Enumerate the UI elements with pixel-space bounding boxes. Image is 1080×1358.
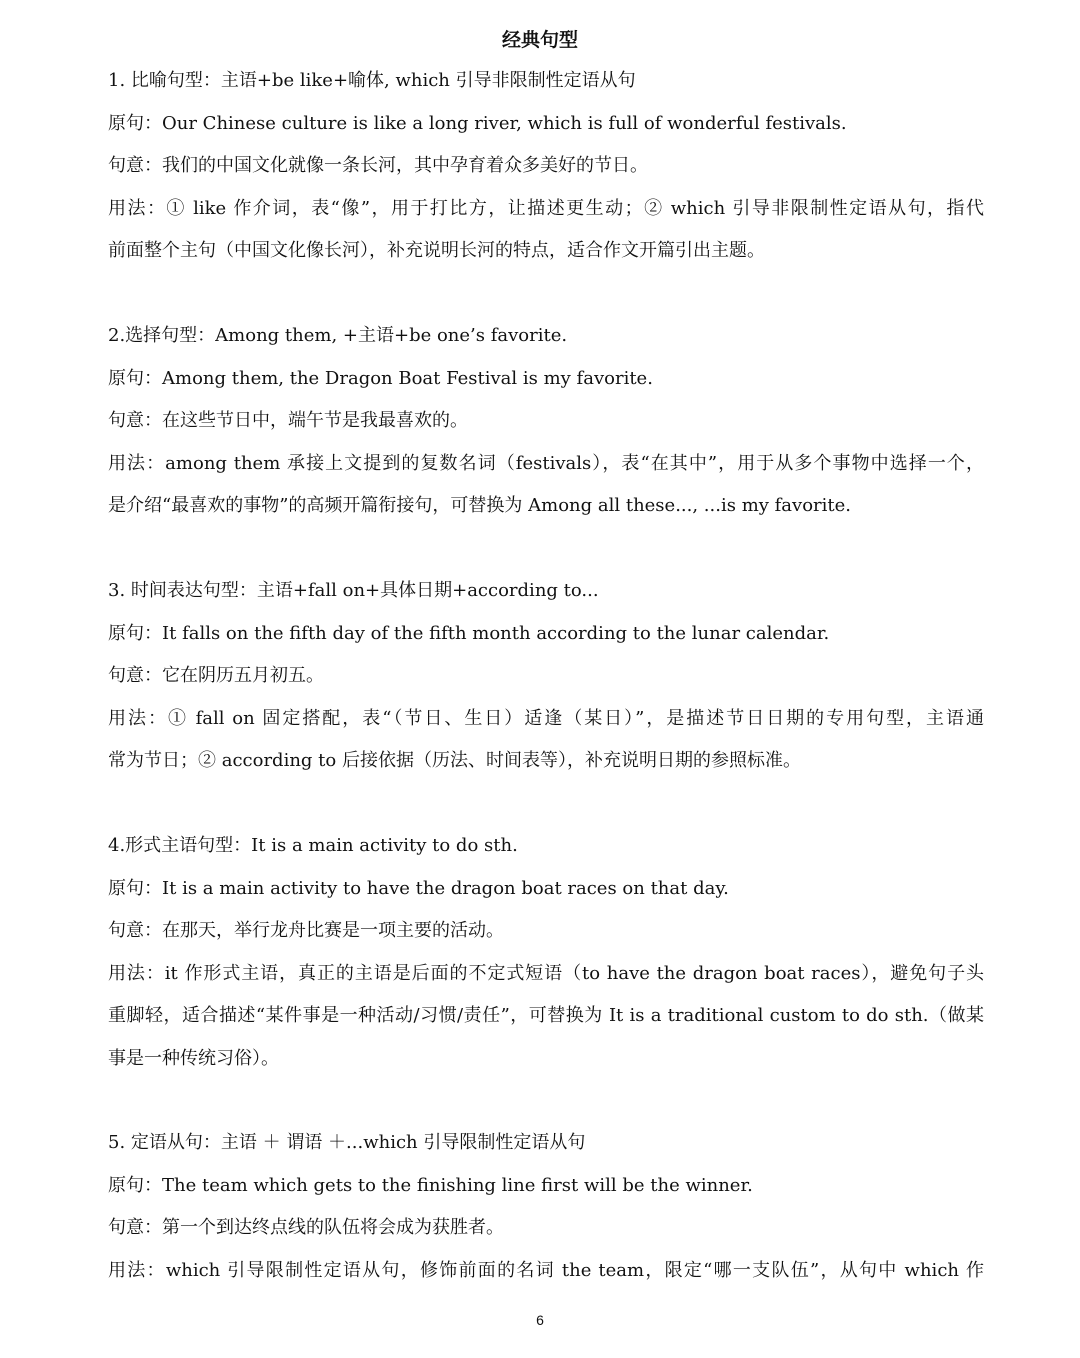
section-5-original: 原句：The team which gets to the finishing line first will be the winner. — [108, 1175, 753, 1196]
section-2-original: 原句：Among them, the Dragon Boat Festival is my favorite. — [108, 368, 653, 389]
section-2-usage-line-1: 用法：among them 承接上文提到的复数名词（festivals），表“在其中”，用于从多个事物中选择一个， — [108, 453, 984, 474]
section-3-usage-line-1: 用法：① fall on 固定搭配，表“（节日、生日）适逢（某日）”，是描述节日日期的专用句型，主语通 — [108, 708, 984, 729]
section-3-heading: 3. 时间表达句型：主语+fall on+具体日期+according to... — [108, 580, 599, 601]
section-1-meaning: 句意：我们的中国文化就像一条长河，其中孕育着众多美好的节日。 — [108, 155, 648, 176]
section-2-meaning: 句意：在这些节日中，端午节是我最喜欢的。 — [108, 410, 468, 431]
section-5-usage-line-1: 用法：which 引导限制性定语从句，修饰前面的名词 the team，限定“哪一支队伍”，从句中 which 作 — [108, 1260, 984, 1281]
section-1-heading: 1. 比喻句型：主语+be like+喻体, which 引导非限制性定语从句 — [108, 70, 636, 91]
section-1-usage-line-2: 前面整个主句（中国文化像长河），补充说明长河的特点，适合作文开篇引出主题。 — [108, 240, 765, 261]
section-4-usage-line-3: 事是一种传统习俗）。 — [108, 1048, 279, 1069]
section-2-usage-line-2: 是介绍“最喜欢的事物”的高频开篇衔接句，可替换为 Among all these..., ...is my favorite. — [108, 495, 852, 516]
section-3-original: 原句：It falls on the fifth day of the fifth month according to the lunar calendar. — [108, 623, 830, 644]
section-3-usage-line-2: 常为节日；② according to 后接依据（历法、时间表等），补充说明日期的参照标准。 — [108, 750, 801, 771]
page-title: 经典句型 — [501, 29, 578, 51]
page-number: 6 — [536, 1312, 544, 1328]
section-4-usage-line-1: 用法：it 作形式主语，真正的主语是后面的不定式短语（to have the dragon boat races），避免句子头 — [108, 963, 984, 984]
section-4-meaning: 句意：在那天，举行龙舟比赛是一项主要的活动。 — [108, 920, 504, 941]
section-5-heading: 5. 定语从句：主语 ＋ 谓语 ＋...which 引导限制性定语从句 — [108, 1132, 586, 1153]
section-4-original: 原句：It is a main activity to have the dragon boat races on that day. — [108, 878, 729, 899]
section-1-usage-line-1: 用法：① like 作介词，表“像”，用于打比方，让描述更生动；② which 引导非限制性定语从句，指代 — [108, 198, 984, 219]
section-3-meaning: 句意：它在阴历五月初五。 — [108, 665, 324, 686]
section-4-heading: 4.形式主语句型：It is a main activity to do sth. — [108, 835, 518, 856]
section-4-usage-line-2: 重脚轻，适合描述“某件事是一种活动/习惯/责任”，可替换为 It is a traditional custom to do sth.（做某 — [108, 1005, 984, 1026]
section-5-meaning: 句意：第一个到达终点线的队伍将会成为获胜者。 — [108, 1217, 504, 1238]
section-1-original: 原句：Our Chinese culture is like a long river, which is full of wonderful festivals. — [108, 113, 847, 134]
section-2-heading: 2.选择句型：Among them, +主语+be one’s favorite. — [108, 325, 568, 346]
